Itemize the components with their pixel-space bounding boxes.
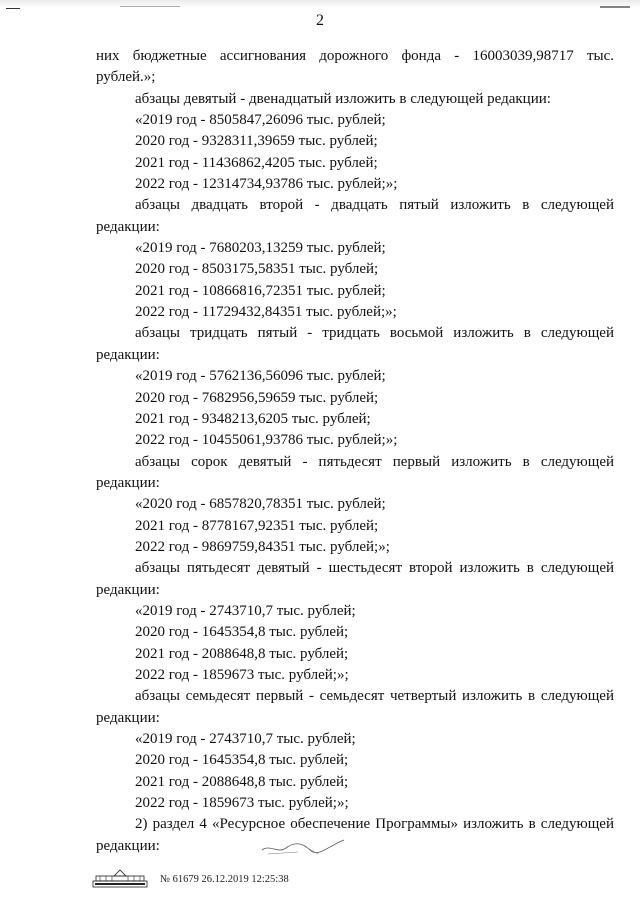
scan-speck: [120, 6, 180, 7]
text-line: редакции:: [96, 474, 160, 491]
text-line: 2022 год - 10455061,93786 тыс. рублей;»;: [135, 432, 398, 449]
text-line: редакции:: [96, 346, 160, 363]
text-line: «2019 год - 8505847,26096 тыс. рублей;: [135, 112, 386, 129]
text-line: абзацы тридцать пятый - тридцать восьмой изложить в следующей: [135, 325, 614, 342]
document-footer: [92, 868, 289, 890]
text-line: «2020 год - 6857820,78351 тыс. рублей;: [135, 496, 386, 513]
text-line: «2019 год - 2743710,7 тыс. рублей;: [135, 731, 356, 747]
text-line: «2019 год - 2743710,7 тыс. рублей;: [135, 602, 356, 619]
text-line: абзацы семьдесят первый - семьдесят четвертый изложить в следующей: [135, 688, 614, 705]
text-line: 2021 год - 2088648,8 тыс. рублей;: [135, 773, 349, 790]
text-line: 2021 год - 8778167,92351 тыс. рублей;: [135, 517, 379, 534]
text-line: 2020 год - 9328311,39659 тыс. рублей;: [135, 133, 378, 150]
text-line: 2020 год - 1645354,8 тыс. рублей;: [135, 752, 349, 769]
page-number: 2: [316, 12, 324, 29]
text-line: 2022 год - 12314734,93786 тыс. рублей;»;: [135, 176, 398, 193]
text-line: 2020 год - 1645354,8 тыс. рублей;: [135, 624, 349, 641]
scan-speck: [6, 8, 20, 9]
text-line: 2020 год - 7682956,59659 тыс. рублей;: [135, 389, 379, 406]
text-line: 2021 год - 11436862,4205 тыс. рублей;: [135, 154, 378, 171]
text-line: редакции:: [96, 709, 160, 726]
text-line: рублей.»;: [96, 69, 156, 86]
text-line: 2) раздел 4 «Ресурсное обеспечение Программы» изложить в следующей: [135, 816, 614, 833]
signature-mark: [258, 830, 348, 860]
text-line: редакции:: [96, 581, 160, 598]
scan-speck: [600, 6, 630, 8]
text-line: «2019 год - 7680203,13259 тыс. рублей;: [135, 240, 386, 257]
text-line: 2021 год - 10866816,72351 тыс. рублей;: [135, 282, 386, 299]
text-line: них бюджетные ассигнования дорожного фонда - 16003039,98717 тыс.: [96, 48, 614, 64]
text-line: 2020 год - 8503175,58351 тыс. рублей;: [135, 261, 379, 278]
registration-stamp: № 61679 26.12.2019 12:25:38: [160, 873, 289, 885]
text-line: абзацы пятьдесят девятый - шестьдесят второй изложить в следующей: [135, 560, 614, 577]
text-line: 2022 год - 9869759,84351 тыс. рублей;»;: [135, 538, 390, 555]
text-line: абзацы двадцать второй - двадцать пятый изложить в следующей: [135, 197, 614, 214]
text-line: редакции:: [96, 837, 160, 854]
text-line: 2021 год - 2088648,8 тыс. рублей;: [135, 645, 349, 662]
text-line: «2019 год - 5762136,56096 тыс. рублей;: [135, 368, 386, 385]
building-logo-icon: [92, 869, 148, 889]
text-line: абзацы сорок девятый - пятьдесят первый изложить в следующей: [135, 453, 614, 470]
text-line: 2022 год - 1859673 тыс. рублей;»;: [135, 795, 349, 812]
text-line: 2022 год - 11729432,84351 тыс. рублей;»;: [135, 304, 397, 321]
document-body: [96, 46, 614, 857]
text-line: 2021 год - 9348213,6205 тыс. рублей;: [135, 410, 371, 427]
text-line: редакции:: [96, 218, 160, 235]
text-line: абзацы девятый - двенадцатый изложить в следующей редакции:: [135, 90, 551, 107]
text-line: 2022 год - 1859673 тыс. рублей;»;: [135, 666, 349, 683]
scan-shadow: [0, 0, 640, 8]
